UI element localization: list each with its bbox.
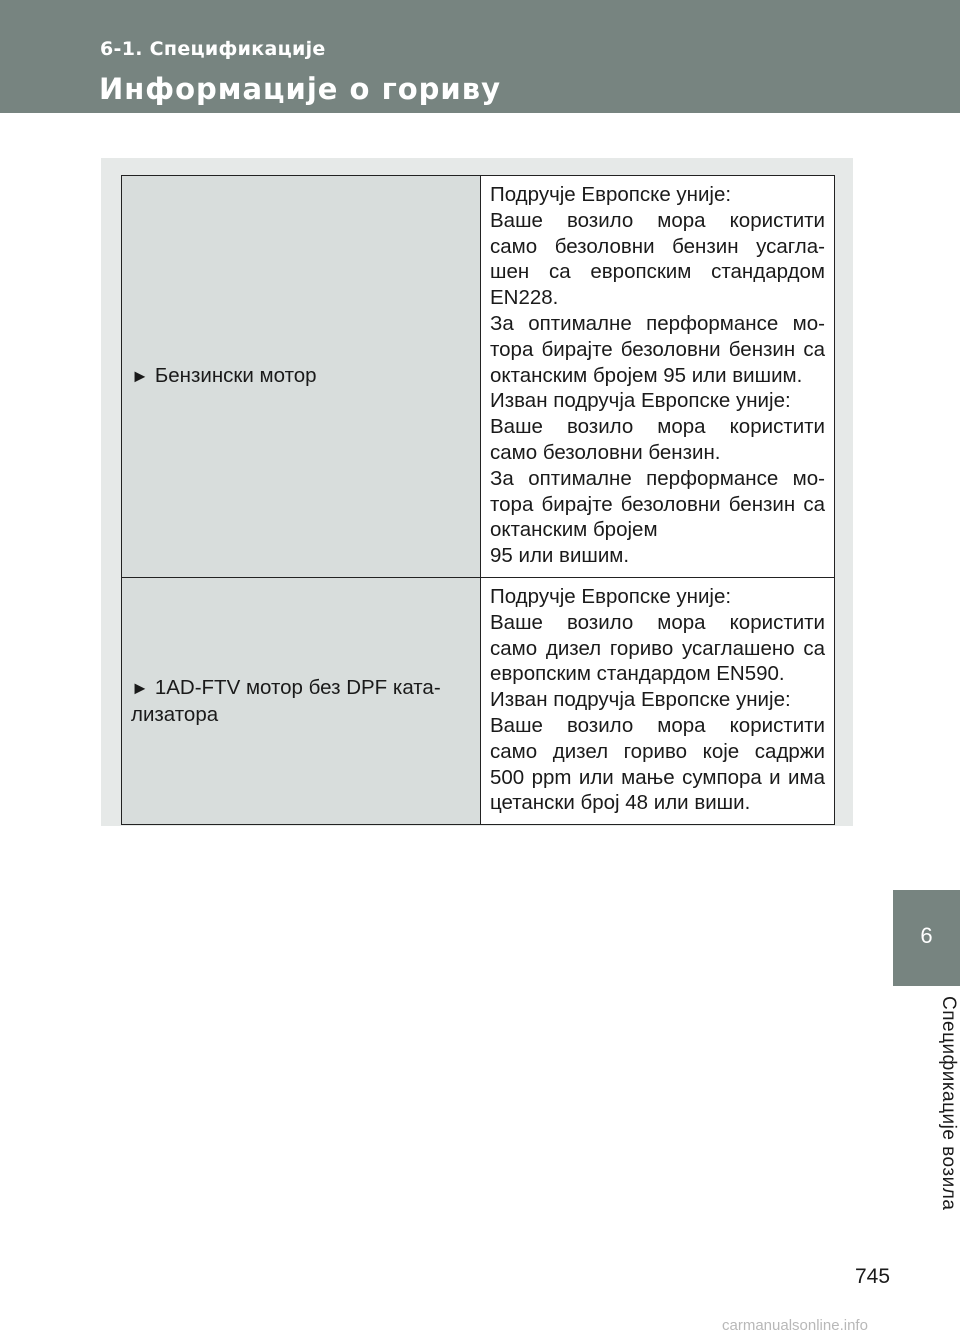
text-line: EN228. <box>490 286 559 310</box>
triangle-right-icon: ► <box>131 677 149 698</box>
text-line: само дизел гориво које садржи <box>490 739 825 763</box>
chapter-tab <box>893 890 960 986</box>
text-line: само дизел гориво усаглашено са <box>490 636 825 660</box>
table-row <box>122 577 835 824</box>
section-label: 6-1. Спецификације <box>100 38 326 60</box>
text-line: Изван подручја Европске уније: <box>490 389 791 413</box>
text-line: Подручје Европске уније: <box>490 183 732 206</box>
chapter-tab-label <box>893 986 960 1221</box>
text-line: тора бирајте безоловни бензин са <box>490 337 825 361</box>
text-line: тора бирајте безоловни бензин са <box>490 492 825 516</box>
fuel-requirement-cell <box>481 577 835 824</box>
text-line: цетански број 48 или виши. <box>490 791 751 815</box>
text-line: европским стандардом EN590. <box>490 662 785 686</box>
engine-label-line <box>131 675 468 702</box>
engine-cell <box>122 176 481 578</box>
chapter-number: 6 <box>920 923 933 948</box>
engine-label-continued: лизатора <box>131 702 219 726</box>
page-title: Информације о гориву <box>99 72 501 106</box>
text-line: 95 или вишим. <box>490 544 630 568</box>
page-number: 745 <box>855 1265 891 1288</box>
text-line: Ваше возило мора користити <box>490 208 825 232</box>
text-line: Изван подручја Европске уније: <box>490 688 791 712</box>
chapter-title: Спецификације возила <box>938 996 959 1211</box>
triangle-right-icon: ► <box>131 366 149 387</box>
text-line: октанским бројем <box>490 518 658 542</box>
page-header <box>0 0 960 113</box>
text-line: Ваше возило мора користити <box>490 713 825 737</box>
engine-label: 1AD-FTV мотор без DPF ката- <box>154 675 441 699</box>
text-line: 500 ppm или мање сумпора и има <box>490 765 825 789</box>
text-line: За оптималне перформансе мо- <box>490 311 825 335</box>
text-line: само безоловни бензин усагла- <box>490 234 825 258</box>
engine-label: Бензински мотор <box>154 364 317 388</box>
fuel-spec-table <box>121 175 835 825</box>
engine-cell <box>122 577 481 824</box>
text-line: Подручје Европске уније: <box>490 584 732 608</box>
text-line: шен са европским стандардом <box>490 260 825 284</box>
text-line: само безоловни бензин. <box>490 440 721 464</box>
table-row <box>122 176 835 578</box>
text-line: Ваше возило мора користити <box>490 415 825 439</box>
watermark: carmanualsonline.info <box>722 1317 868 1334</box>
text-line: октанским бројем 95 или вишим. <box>490 363 803 387</box>
text-line: За оптималне перформансе мо- <box>490 466 825 490</box>
fuel-requirement-cell <box>481 176 835 578</box>
text-line: Ваше возило мора користити <box>490 610 825 634</box>
